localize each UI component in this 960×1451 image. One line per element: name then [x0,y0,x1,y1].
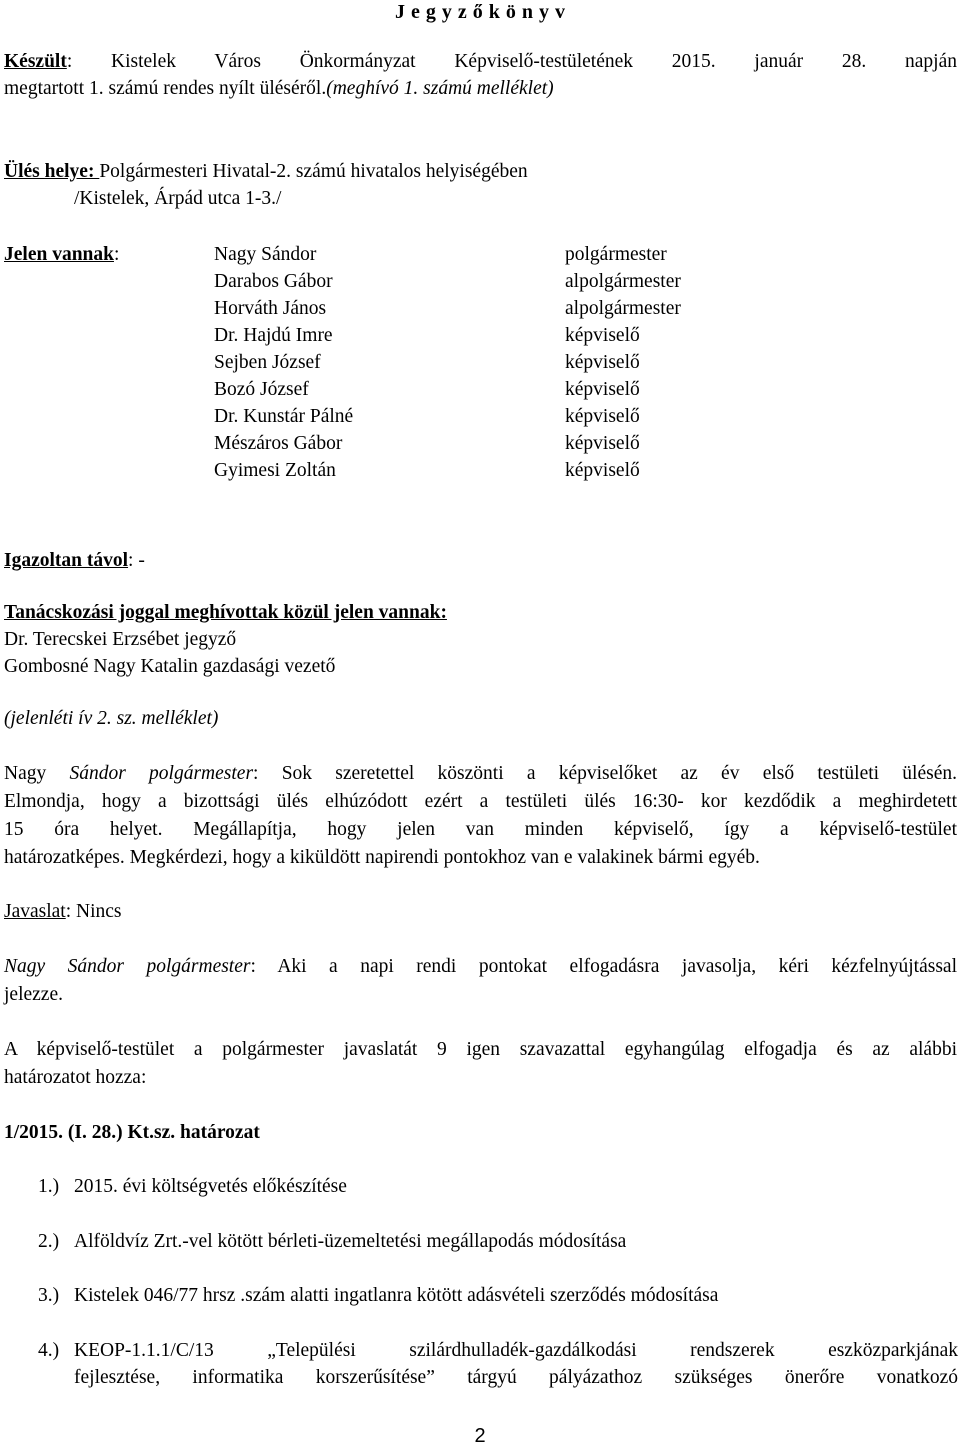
attendees-label-line [4,241,119,268]
venue-address: /Kistelek, Árpád utca 1-3./ [74,188,282,209]
made-text-2: megtartott 1. számú rendes nyílt üléséről. [4,78,327,99]
para1-line2: Elmondja, hogy a bizottsági ülés elhúzódott ezért a testületi ülés 16:30- kor kezdődik a meghirdetett [4,791,957,812]
made-line [4,48,957,75]
attendee-name: Dr. Hajdú Imre [214,325,333,346]
attendees-label: Jelen vannak [4,244,114,265]
attendee-name: Bozó József [214,379,309,400]
para3-line1: A képviselő-testület a polgármester javaslatát 9 igen szavazattal egyhangúlag elfogadja és az alábbi [4,1039,957,1060]
attendee-role: képviselő [565,325,640,346]
agenda-item: Kistelek 046/77 hrsz .szám alatti ingatlanra kötött adásvételi szerződés módosítása [74,1285,719,1306]
venue-place: Polgármesteri Hivatal-2. számú hivatalos helyiségében [99,161,528,182]
advisory-member: Gombosné Nagy Katalin gazdasági vezető [4,656,336,677]
para2-speaker: Nagy Sándor polgármester [4,956,251,977]
attendee-name: Darabos Gábor [214,271,333,292]
venue-line [4,158,957,185]
attendee-role: képviselő [565,406,640,427]
made-text: : Kistelek Város Önkormányzat Képviselő-testületének 2015. január 28. napján [66,51,957,72]
absent-label: Igazoltan távol [4,550,129,571]
attendee-name: Gyimesi Zoltán [214,460,336,481]
agenda-item-continued: fejlesztése, informatika korszerűsítése” tárgyú pályázathoz szükséges önerőre vonatkozó [74,1367,958,1388]
attendee-role: polgármester [565,244,667,265]
agenda-item: KEOP-1.1.1/C/13 „Települési szilárdhulladék-gazdálkodási rendszerek eszközparkjának [74,1340,958,1361]
proposal-label: Javaslat [4,901,66,922]
agenda-item: 2015. évi költségvetés előkészítése [74,1176,347,1197]
attendee-role: képviselő [565,433,640,454]
attendee-name: Nagy Sándor [214,244,317,265]
advisory-label: Tanácskozási joggal meghívottak közül jelen vannak: [4,602,447,623]
attendee-role: alpolgármester [565,271,681,292]
para1-line3: 15 óra helyet. Megállapítja, hogy jelen van minden képviselő, így a képviselő-testület [4,819,957,840]
attendee-names [214,241,353,484]
para2-line1 [4,953,957,980]
para1-line4: határozatképes. Megkérdezi, hogy a kiküldött napirendi pontokhoz van e valakinek bármi egyéb. [4,847,760,868]
agenda-number: 4.) [38,1340,60,1361]
attendee-name: Dr. Kunstár Pálné [214,406,354,427]
attendance-reference: (jelenléti ív 2. sz. melléklet) [4,708,219,729]
made-reference: (meghívó 1. számú melléklet) [326,78,554,99]
proposal-line [4,898,957,925]
attendee-role: képviselő [565,379,640,400]
agenda-number: 1.) [38,1176,60,1197]
para1-line1 [4,760,957,787]
resolution-title: 1/2015. (I. 28.) Kt.sz. határozat [4,1122,260,1143]
advisory-label-line [4,599,957,626]
agenda-number: 2.) [38,1231,60,1252]
venue-label: Ülés helye: [4,161,100,182]
advisory-member: Dr. Terecskei Erzsébet jegyző [4,629,237,650]
made-label: Készült [4,51,67,72]
para1-text: : Sok szeretettel köszönti a képviselőket az év első testületi ülésén. [253,763,957,784]
attendee-roles [565,241,681,484]
attendee-role: képviselő [565,352,640,373]
proposal-value: : Nincs [65,901,122,922]
made-line-2 [4,75,957,102]
para2-line2: jelezze. [4,984,63,1005]
attendee-name: Mészáros Gábor [214,433,343,454]
attendee-role: képviselő [565,460,640,481]
agenda-number: 3.) [38,1285,60,1306]
para1-speaker-rest: Sándor polgármester [69,763,254,784]
attendee-role: alpolgármester [565,298,681,319]
para2-text: : Aki a napi rendi pontokat elfogadásra javasolja, kéri kézfelnyújtással [250,956,958,977]
attendee-name: Sejben József [214,352,321,373]
para3-line2: határozatot hozza: [4,1067,147,1088]
page-number: 2 [474,1425,486,1447]
document-title: J e g y z ő k ö n y v [395,1,565,23]
attendees-colon: : [113,244,120,265]
absent-line [4,547,957,574]
para1-speaker-first: Nagy [4,763,70,784]
attendee-name: Horváth János [214,298,327,319]
agenda-item: Alföldvíz Zrt.-vel kötött bérleti-üzemeltetési megállapodás módosítása [74,1231,627,1252]
absent-value: : - [128,550,145,571]
